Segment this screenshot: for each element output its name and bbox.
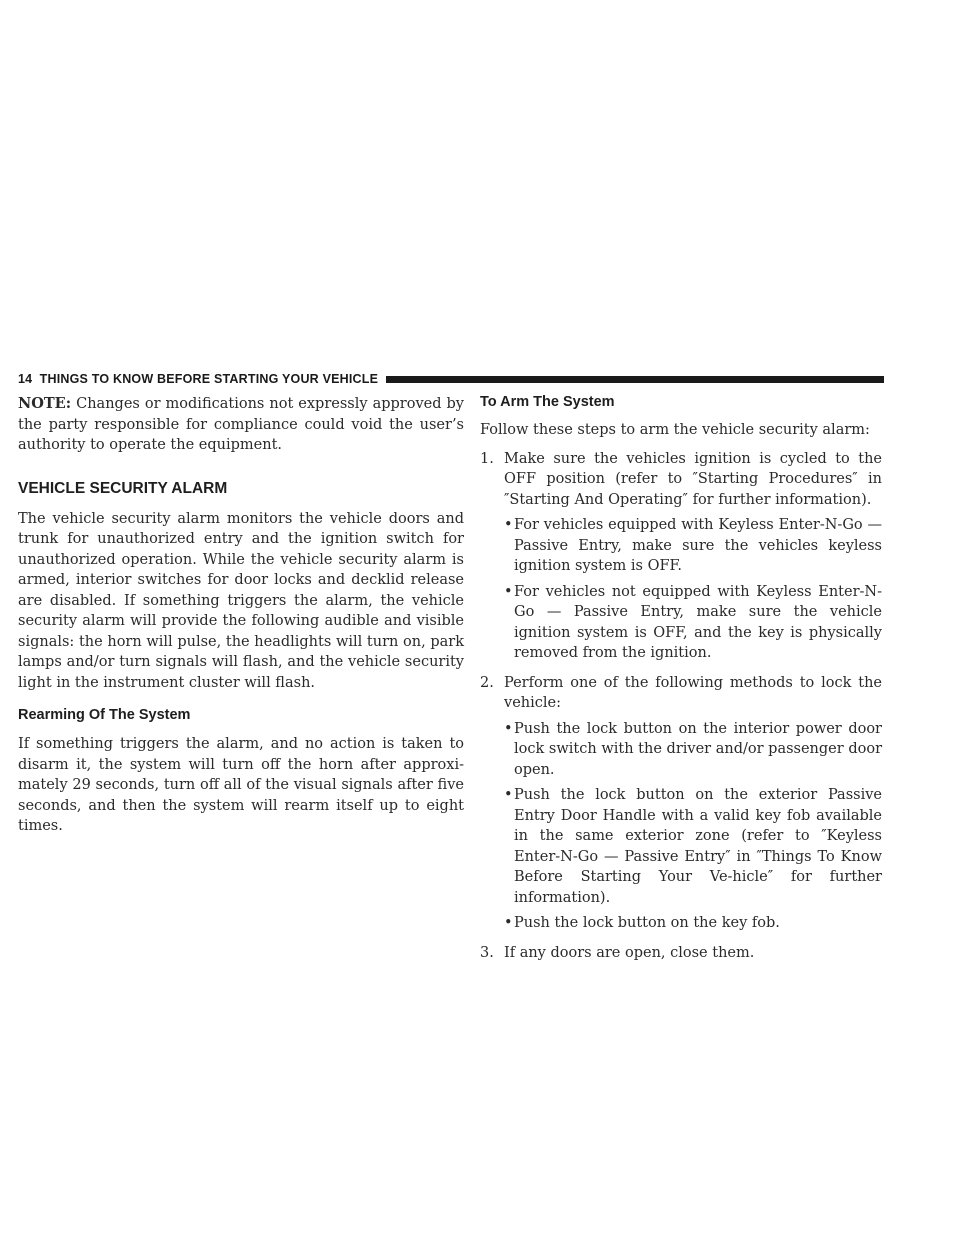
subsection-paragraph: If something triggers the alarm, and no action is taken to disarm it, the system will turn off the horn after approxi-mately 29 seconds, turn off all of the visual signals after five seconds, and then the system will rearm itself up to eight times. (18, 736, 464, 834)
bullet-icon: • (504, 915, 513, 931)
step-text: Make sure the vehicles ignition is cycled to the OFF position (refer to ″Starting Procedures″ in ″Starting And Operating″ for further information). (504, 450, 882, 508)
list-item-text: Push the lock button on the key fob. (514, 915, 780, 931)
step-number: 3. (480, 944, 494, 961)
list-item-text: For vehicles not equipped with Keyless Enter-N-Go — Passive Entry, make sure the vehicle ignition system is OFF, and the key is physically removed from the ignition. (514, 583, 882, 661)
list-item (504, 582, 882, 664)
step-1 (480, 449, 882, 511)
page-header-text (18, 372, 386, 386)
step-2 (480, 673, 882, 714)
note-label: NOTE: (18, 395, 72, 412)
bullet-icon: • (504, 583, 513, 600)
bullet-icon: • (504, 720, 513, 737)
subsection-title: Rearming Of The System (18, 707, 191, 723)
list-item-text: For vehicles equipped with Keyless Enter-N-Go — Passive Entry, make sure the vehicles keyless ignition system is OFF. (514, 517, 882, 574)
bullet-icon: • (504, 787, 513, 803)
step-text: Perform one of the following methods to lock the vehicle: (504, 674, 882, 711)
note-text: Changes or modifications not expressly approved by the party responsible for compliance could void the user’s authority to operate the equipment. (18, 396, 464, 453)
section-paragraph: The vehicle security alarm monitors the vehicle doors and trunk for unauthorized entry and the ignition switch for unauthorized operation. While the vehicle security alarm is armed, interior switches for door locks and decklid release are disabled. If something triggers the alarm, the vehicle security alarm will provide the following audible and visible signals: the horn will pulse, the headlights will turn on, park lamps and/or turn signals will flash, and the vehicle security light in the instrument cluster will flash. (18, 510, 464, 691)
list-item (504, 515, 882, 577)
step-number: 1. (480, 450, 494, 467)
left-column (18, 394, 464, 837)
list-item (504, 719, 882, 781)
step-3 (480, 943, 882, 964)
chapter-title: THINGS TO KNOW BEFORE STARTING YOUR VEHICLE (39, 372, 379, 386)
list-item-text: Push the lock button on the interior power door lock switch with the driver and/or passenger door open. (514, 720, 882, 778)
page-header (18, 370, 884, 388)
note-paragraph (18, 394, 464, 456)
step-text: If any doors are open, close them. (504, 944, 755, 961)
arm-system-title: To Arm The System (480, 394, 615, 410)
header-rule (386, 376, 884, 383)
right-column (480, 394, 882, 963)
page-number: 14 (18, 372, 33, 386)
section-title: VEHICLE SECURITY ALARM (18, 479, 228, 497)
bullet-icon: • (504, 517, 513, 533)
step-number: 2. (480, 674, 494, 691)
list-item (504, 913, 882, 934)
list-item (504, 785, 882, 908)
list-item-text: Push the lock button on the exterior Passive Entry Door Handle with a valid key fob available in the same exterior zone (refer to ″Keyless Enter-N-Go — Passive Entry″ in ″Things To Know Before Starting Your Ve-hicle″ for further information). (514, 787, 882, 906)
arm-intro: Follow these steps to arm the vehicle security alarm: (480, 422, 870, 438)
